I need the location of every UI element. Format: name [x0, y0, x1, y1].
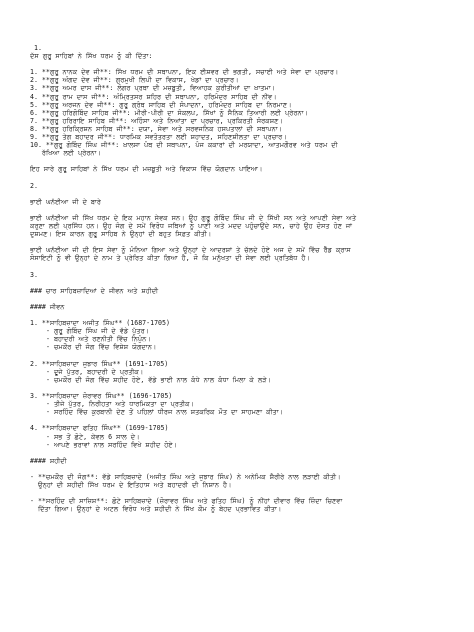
- son-block-zorawar-singh: [30, 392, 444, 416]
- list-item: - ਗੁਰੂ ਗੋਬਿੰਦ ਸਿੰਘ ਜੀ ਦੇ ਵੱਡੇ ਪੁੱਤਰ।: [46, 327, 150, 336]
- section-2-paragraph-1: [30, 214, 444, 238]
- martyrdom-chamkaur: [30, 473, 444, 489]
- list-item: 7. **ਗੁਰੂ ਹਰਿਰਾਇ ਸਾਹਿਬ ਜੀ**: ਅਹਿੰਸਾ ਅਤੇ ਨਿਆਂਤਾ ਦਾ ਪ੍ਰਚਾਰ, ਪ੍ਰਕਿਰਤੀ ਸੰਰਕਸ਼ਣ।: [30, 116, 283, 125]
- list-item: 6. **ਗੁਰੂ ਹਰਿਗੋਬਿੰਦ ਸਾਹਿਬ ਜੀ**: ਮੀਰੀ-ਪੀਰੀ ਦਾ ਸੰਕਲਪ, ਸਿੱਖਾਂ ਨੂੰ ਸੈਨਿਕ ਤਿਆਰੀ ਲਈ ਪ੍ਰੇਰਨਾ।: [30, 108, 308, 117]
- gurus-list: [30, 68, 444, 157]
- paragraph-line: - **ਚਮਕੌਰ ਦੀ ਜੰਗ**: ਵੱਡੇ ਸਾਹਿਬਜ਼ਾਦੇ (ਅਜੀਤ ਸਿੰਘ ਅਤੇ ਜੁਝਾਰ ਸਿੰਘ) ਨੇ ਅਨੇਮਿਕ ਸ਼ੈਰੀਰੇ ਨਾਲ ਲੜਾਈ ਕੀਤੀ।: [30, 472, 341, 481]
- list-item: - ਤੀਜੇ ਪੁੱਤਰ, ਨਿਰੀਹਤਾ ਅਤੇ ਧਾਰਮਿਕਤਾ ਦਾ ਪ੍ਰਤੀਕ।: [46, 400, 195, 409]
- list-item: ਰੱਖਿਆ ਲਈ ਪ੍ਰੇਰਨਾ।: [30, 149, 101, 158]
- life-heading: #### ਜੀਵਨ: [30, 303, 65, 311]
- section-3-number: 3.: [30, 270, 38, 279]
- list-item: - ਦੂਜੇ ਪੁੱਤਰ, ਬਹਾਦਰੀ ਦੇ ਪ੍ਰਤੀਕ।: [46, 367, 144, 376]
- paragraph-line: ਭਾਈ ਘਨੱਈਆ ਜੀ ਸਿੱਖ ਧਰਮ ਦੇ ਇਕ ਮਹਾਨ ਸੇਵਕ ਸਨ। ਉਹ ਗੁਰੂ ਗੋਬਿੰਦ ਸਿੰਘ ਜੀ ਦੇ ਸਿੱਖੀ ਸਨ ਅਤੇ ਆਪਣੀ ਸੇਵਾ ਅਤੇ: [30, 213, 357, 222]
- list-item: 4. **ਗੁਰੂ ਰਾਮ ਦਾਸ ਜੀ**: ਅੰਮ੍ਰਿਤਸਰ ਸ਼ਹਿਰ ਦੀ ਸਥਾਪਨਾ, ਹਰਿਮੰਦਰ ਸਾਹਿਬ ਦੀ ਨੀਂਵ।: [30, 92, 277, 101]
- list-item: - ਚਮਕੌਰ ਦੀ ਜੰਗ ਵਿੱਚ ਸ਼ਹੀਦ ਹੋਏ, ਵੱਡੇ ਭਾਈ ਨਾਲ ਕੰਧੇ ਨਾਲ ਕੰਧਾ ਮਿਲਾ ਕੇ ਲੜੇ।: [46, 375, 272, 384]
- son-block-jujhar-singh: [30, 360, 444, 384]
- section-1-closing: ਇਹ ਸਾਰੇ ਗੁਰੂ ਸਾਹਿਬਾਂ ਨੇ ਸਿੱਖ ਧਰਮ ਦੀ ਮਜ਼ਬੂਤੀ ਅਤੇ ਵਿਕਾਸ ਵਿੱਚ ਯੋਗਦਾਨ ਪਾਇਆ।: [30, 165, 263, 174]
- son-block-fateh-singh: [30, 424, 444, 448]
- list-item: 3. **ਗੁਰੂ ਅਮਰ ਦਾਸ ਜੀ**: ਲੰਗਰ ਪ੍ਰਥਾ ਦੀ ਮਜ਼ਬੂਤੀ, ਵਿਆਹਕ ਕੁਰੀਤੀਆਂ ਦਾ ਖ਼ਾਤਮਾ।: [30, 84, 276, 93]
- section-2-paragraph-2: [30, 246, 444, 262]
- list-item: 5. **ਗੁਰੂ ਅਰਜਨ ਦੇਵ ਜੀ**: ਗੁਰੂ ਗ੍ਰੰਥ ਸਾਹਿਬ ਦੀ ਸੰਪਾਦਨਾ, ਹਰਿਮੰਦਰ ਸਾਹਿਬ ਦਾ ਨਿਰਮਾਣ।: [30, 100, 292, 109]
- section-2-title: ਭਾਈ ਘਨੱਈਆ ਜੀ ਦੇ ਬਾਰੇ: [30, 197, 101, 206]
- paragraph-line: ਸੋਸਾਇਟੀ ਨੂੰ ਵੀ ਉਨ੍ਹਾਂ ਦੇ ਨਾਮ ਤੇ ਪ੍ਰੇਰਿਤ ਕੀਤਾ ਗਿਆ ਹੈ, ਜੋ ਕਿ ਮਨੁੱਖਤਾ ਦੀ ਸੇਵਾ ਲਈ ਪ੍ਰਤਿਬੱਧ ਹੈ।: [30, 254, 310, 263]
- paragraph-line: ਦੁਸ਼ਮਣ। ਇਸ ਕਾਰਨ ਗੁਰੂ ਸਾਹਿਬ ਨੇ ਉਨ੍ਹਾਂ ਦੀ ਬਹੁਤ ਸਿਫ਼ਤ ਕੀਤੀ।: [30, 230, 212, 239]
- son-title: 4. **ਸਾਹਿਬਜ਼ਾਦਾ ਫਤਿਹ ਸਿੰਘ** (1699-1705): [30, 424, 169, 433]
- list-item: - ਚਮਕੌਰ ਦੀ ਜੰਗ ਵਿੱਚ ਵਿਸ਼ੇਸ਼ ਯੋਗਦਾਨ।: [46, 343, 157, 352]
- list-item: 8. **ਗੁਰੂ ਹਰਿਕ੍ਰਿਸ਼ਨ ਸਾਹਿਬ ਜੀ**: ਦਯਾ, ਸੇਵਾ ਅਤੇ ਸਰਵਜਨਿਕ ਹਸਪਤਾਲਾਂ ਦੀ ਸਥਾਪਨਾ।: [30, 124, 283, 133]
- list-item: - ਸਭ ਤੋਂ ਛੋਟੇ, ਕੇਵਲ 6 ਸਾਲ ਦੇ।: [46, 432, 140, 441]
- list-item: - ਬਹਾਦਰੀ ਅਤੇ ਰਣਨੀਤੀ ਵਿੱਚ ਨਿਪੁੰਨ।: [46, 335, 151, 344]
- son-block-ajit-singh: [30, 319, 444, 351]
- section-2-number: 2.: [30, 181, 38, 190]
- list-item: - ਆਪਣੇ ਭਰਾਵਾਂ ਨਾਲ ਸਰਹਿੰਦ ਵਿਖੇ ਸ਼ਹੀਦ ਹੋਏ।: [46, 440, 178, 449]
- list-item: - ਸਰਹਿੰਦ ਵਿੱਚ ਕੁਰਬਾਨੀ ਦੇਣ ਤੋਂ ਪਹਿਲਾਂ ਧੀਰਜ ਨਾਲ ਸ਼ਤਕਰਿਕ ਮੌਤ ਦਾ ਸਾਹਮਣਾ ਕੀਤਾ।: [46, 408, 284, 417]
- section-3-heading: ### ਚਾਰ ਸਾਹਿਬਜ਼ਾਦਿਆਂ ਦੇ ਜੀਵਨ ਅਤੇ ਸ਼ਹੀਦੀ: [30, 286, 159, 295]
- son-title: 2. **ਸਾਹਿਬਜ਼ਾਦਾ ਜੁਝਾਰ ਸਿੰਘ** (1691-1705): [30, 359, 169, 368]
- paragraph-line: - **ਸਰਹਿੰਦ ਦੀ ਸਾਜ਼ਿਸ਼**: ਛੋਟੇ ਸਾਹਿਬਜ਼ਾਦੇ (ਜ਼ੋਰਾਵਰ ਸਿੰਘ ਅਤੇ ਫਤਿਹ ਸਿੰਘ) ਨੂੰ ਨੀਂਹਾਂ ਦੀਵਾਰ ਵਿੱਚ ਜ਼ਿੰਦਾ ਚਿਣਵਾ: [30, 497, 343, 506]
- section-1-number: 1.: [30, 44, 42, 52]
- paragraph-line: ਭਾਈ ਘਨੱਈਆ ਜੀ ਦੀ ਇਸ ਸੇਵਾ ਨੂੰ ਮੰਨਿਆ ਗਿਆ ਅਤੇ ਉਨ੍ਹਾਂ ਦੇ ਆਦਰਸ਼ਾਂ ਤੇ ਚੱਲਦੇ ਹੋਏ ਅਜ ਦੇ ਸਮੇਂ ਵਿੱਚ ਰੈੱਡ ਕ੍ਰਾਸ: [30, 246, 351, 255]
- list-item: 9. **ਗੁਰੂ ਤੇਗ ਬਹਾਦਰ ਜੀ**: ਧਾਰਮਿਕ ਸਵਤੰਤਰਤਾ ਲਈ ਸ਼ਹਾਦਤ, ਸਹਿਣਸ਼ੀਲਤਾ ਦਾ ਪ੍ਰਚਾਰ।: [30, 133, 287, 142]
- list-item: 2. **ਗੁਰੂ ਅੰਗਦ ਦੇਵ ਜੀ**: ਗੁਰਮੁਖੀ ਲਿਪੀ ਦਾ ਵਿਕਾਸ, ਖੇਡਾਂ ਦਾ ਪ੍ਰਚਾਰ।: [30, 76, 239, 85]
- son-title: 1. **ਸਾਹਿਬਜ਼ਾਦਾ ਅਜੀਤ ਸਿੰਘ** (1687-1705): [30, 319, 170, 328]
- list-item: 1. **ਗੁਰੂ ਨਾਨਕ ਦੇਵ ਜੀ**: ਸਿੱਖ ਧਰਮ ਦੀ ਸਥਾਪਨਾ, ਇਕ ਈਸ਼ਵਰ ਦੀ ਭਗਤੀ, ਸਚਾਈ ਅਤੇ ਸੇਵਾ ਦਾ ਪ੍ਰਚਾਰ।: [30, 68, 339, 77]
- son-title: 3. **ਸਾਹਿਬਜ਼ਾਦਾ ਜ਼ੋਰਾਵਰ ਸਿੰਘ** (1696-1705): [30, 392, 173, 401]
- list-item: 10. **ਗੁਰੂ ਗੋਬਿੰਦ ਸਿੰਘ ਜੀ**: ਖ਼ਾਲਸਾ ਪੰਥ ਦੀ ਸਥਾਪਨਾ, ਪੰਜ ਕਕਾਰਾਂ ਦੀ ਮਰਯਾਦਾ, ਆਤਮਗੌਰਵ ਅਤੇ ਧਰਮ ਦੀ: [30, 141, 338, 150]
- paragraph-line: ਉਨ੍ਹਾਂ ਦੀ ਸ਼ਹੀਦੀ ਸਿੱਖ ਧਰਮ ਦੇ ਇਤਿਹਾਸ ਅਤੇ ਬਹਾਦਰੀ ਦੀ ਨਿਸ਼ਾਨ ਹੈ।: [30, 481, 232, 490]
- section-1-intro: ਦੱਸ ਗੁਰੂ ਸਾਹਿਬਾਂ ਨੇ ਸਿੱਖ ਧਰਮ ਨੂੰ ਕੀ ਦਿੱਤਾ:: [30, 52, 153, 61]
- martyrdom-heading: #### ਸ਼ਹੀਦੀ: [30, 456, 67, 465]
- paragraph-line: ਦਿੱਤਾ ਗਿਆ। ਉਨ੍ਹਾਂ ਦੇ ਅਟਲ ਵਿਰੋਧ ਅਤੇ ਸ਼ਹੀਦੀ ਨੇ ਸਿੱਖ ਕੌਮ ਨੂੰ ਬੇਹਦ ਪ੍ਰਭਾਵਿਤ ਕੀਤਾ।: [30, 505, 282, 514]
- martyrdom-sirhind: [30, 497, 444, 513]
- paragraph-line: ਕਰੁਣਾ ਲਈ ਪ੍ਰਸਿੱਧ ਹਨ। ਉਹ ਜੰਗ ਦੇ ਸਮੇਂ ਵਿਰੋਧ ਜਥਿਆਂ ਨੂੰ ਪਾਣੀ ਅਤੇ ਮਦਦ ਪਹੁੰਚਾਉਂਦੇ ਸਨ, ਚਾਹੇ ਉਹ ਦੋਸਤ ਹੋਣ ਜਾਂ: [30, 222, 353, 231]
